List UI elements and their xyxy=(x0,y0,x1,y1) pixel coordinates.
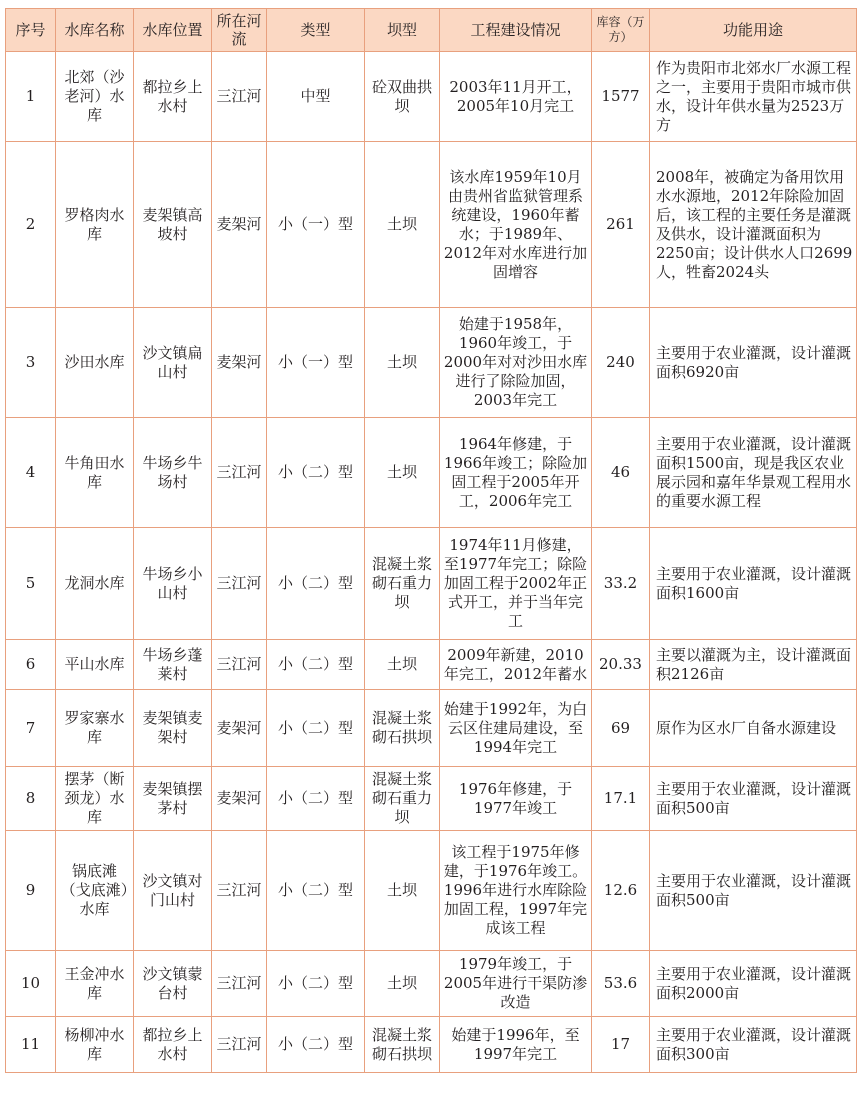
table-row xyxy=(6,951,857,1017)
table-row xyxy=(6,1017,857,1073)
cell-construction: 1974年11月修建，至1977年完工；除险加固工程于2002年正式开工，并于当年完工 xyxy=(440,528,592,640)
cell-function: 主要以灌溉为主，设计灌溉面积2126亩 xyxy=(650,640,857,690)
cell-no: 8 xyxy=(6,767,56,831)
cell-no: 11 xyxy=(6,1017,56,1073)
cell-name: 杨柳冲水库 xyxy=(56,1017,134,1073)
cell-no: 3 xyxy=(6,308,56,418)
cell-dam: 混凝土浆砌石拱坝 xyxy=(365,690,440,767)
cell-location: 麦架镇摆茅村 xyxy=(134,767,212,831)
cell-location: 都拉乡上水村 xyxy=(134,52,212,142)
cell-river: 三江河 xyxy=(212,418,267,528)
table-row xyxy=(6,640,857,690)
table-row xyxy=(6,418,857,528)
cell-construction: 2003年11月开工，2005年10月完工 xyxy=(440,52,592,142)
cell-function: 主要用于农业灌溉，设计灌溉面积500亩 xyxy=(650,767,857,831)
cell-type: 中型 xyxy=(267,52,365,142)
cell-name: 罗格肉水库 xyxy=(56,142,134,308)
cell-dam: 混凝土浆砌石拱坝 xyxy=(365,1017,440,1073)
header-row xyxy=(6,9,857,52)
cell-no: 2 xyxy=(6,142,56,308)
cell-name: 摆茅（断颈龙）水库 xyxy=(56,767,134,831)
reservoir-table xyxy=(5,8,857,1073)
cell-name: 平山水库 xyxy=(56,640,134,690)
table-row xyxy=(6,52,857,142)
cell-location: 牛场乡蓬莱村 xyxy=(134,640,212,690)
cell-name: 锅底滩（戈底滩）水库 xyxy=(56,831,134,951)
cell-no: 9 xyxy=(6,831,56,951)
cell-construction: 该水库1959年10月由贵州省监狱管理系统建设，1960年蓄水；于1989年、2012年对水库进行加固增容 xyxy=(440,142,592,308)
cell-location: 牛场乡小山村 xyxy=(134,528,212,640)
cell-function: 主要用于农业灌溉，设计灌溉面积2000亩 xyxy=(650,951,857,1017)
cell-type: 小（二）型 xyxy=(267,690,365,767)
cell-name: 北郊（沙老河）水库 xyxy=(56,52,134,142)
cell-river: 三江河 xyxy=(212,951,267,1017)
header-name: 水库名称 xyxy=(56,9,134,52)
cell-function: 主要用于农业灌溉，设计灌溉面积1600亩 xyxy=(650,528,857,640)
cell-dam: 混凝土浆砌石重力坝 xyxy=(365,767,440,831)
cell-type: 小（一）型 xyxy=(267,308,365,418)
cell-function: 主要用于农业灌溉，设计灌溉面积500亩 xyxy=(650,831,857,951)
cell-river: 三江河 xyxy=(212,52,267,142)
cell-capacity: 53.6 xyxy=(592,951,650,1017)
cell-dam: 土坝 xyxy=(365,831,440,951)
cell-function: 主要用于农业灌溉，设计灌溉面积6920亩 xyxy=(650,308,857,418)
cell-type: 小（二）型 xyxy=(267,418,365,528)
header-type: 类型 xyxy=(267,9,365,52)
cell-location: 沙文镇蒙台村 xyxy=(134,951,212,1017)
cell-dam: 砼双曲拱坝 xyxy=(365,52,440,142)
cell-construction: 1979年竣工，于2005年进行干渠防渗改造 xyxy=(440,951,592,1017)
cell-river: 麦架河 xyxy=(212,142,267,308)
cell-name: 龙洞水库 xyxy=(56,528,134,640)
cell-dam: 土坝 xyxy=(365,142,440,308)
table-row xyxy=(6,142,857,308)
cell-type: 小（二）型 xyxy=(267,1017,365,1073)
cell-capacity: 1577 xyxy=(592,52,650,142)
cell-function: 主要用于农业灌溉，设计灌溉面积1500亩，现是我区农业展示园和嘉年华景观工程用水的重要水源工程 xyxy=(650,418,857,528)
cell-location: 麦架镇高坡村 xyxy=(134,142,212,308)
cell-construction: 2009年新建，2010年完工，2012年蓄水 xyxy=(440,640,592,690)
cell-function: 主要用于农业灌溉，设计灌溉面积300亩 xyxy=(650,1017,857,1073)
cell-name: 沙田水库 xyxy=(56,308,134,418)
cell-location: 沙文镇对门山村 xyxy=(134,831,212,951)
cell-no: 7 xyxy=(6,690,56,767)
cell-construction: 始建于1996年，至1997年完工 xyxy=(440,1017,592,1073)
cell-construction: 始建于1958年，1960年竣工，于2000年对对沙田水库进行了除险加固，2003年完工 xyxy=(440,308,592,418)
cell-construction: 1964年修建，于1966年竣工；除险加固工程于2005年开工，2006年完工 xyxy=(440,418,592,528)
cell-name: 牛角田水库 xyxy=(56,418,134,528)
cell-name: 王金冲水库 xyxy=(56,951,134,1017)
cell-capacity: 17 xyxy=(592,1017,650,1073)
cell-type: 小（一）型 xyxy=(267,142,365,308)
cell-capacity: 17.1 xyxy=(592,767,650,831)
cell-no: 10 xyxy=(6,951,56,1017)
table-row xyxy=(6,528,857,640)
cell-capacity: 261 xyxy=(592,142,650,308)
cell-type: 小（二）型 xyxy=(267,831,365,951)
cell-river: 三江河 xyxy=(212,1017,267,1073)
table-row xyxy=(6,767,857,831)
cell-capacity: 240 xyxy=(592,308,650,418)
header-river: 所在河流 xyxy=(212,9,267,52)
cell-dam: 土坝 xyxy=(365,308,440,418)
cell-location: 牛场乡牛场村 xyxy=(134,418,212,528)
cell-capacity: 20.33 xyxy=(592,640,650,690)
cell-river: 三江河 xyxy=(212,640,267,690)
cell-dam: 混凝土浆砌石重力坝 xyxy=(365,528,440,640)
header-location: 水库位置 xyxy=(134,9,212,52)
cell-construction: 始建于1992年，为白云区住建局建设，至1994年完工 xyxy=(440,690,592,767)
cell-no: 5 xyxy=(6,528,56,640)
cell-function: 原作为区水厂自备水源建设 xyxy=(650,690,857,767)
cell-construction: 1976年修建，于1977年竣工 xyxy=(440,767,592,831)
cell-function: 2008年，被确定为备用饮用水水源地，2012年除险加固后，该工程的主要任务是灌溉及供水，设计灌溉面积为2250亩；设计供水人口2699人，牲畜2024头 xyxy=(650,142,857,308)
cell-construction: 该工程于1975年修建，于1976年竣工。1996年进行水库除险加固工程，1997年完成该工程 xyxy=(440,831,592,951)
cell-dam: 土坝 xyxy=(365,418,440,528)
header-no: 序号 xyxy=(6,9,56,52)
cell-function: 作为贵阳市北郊水厂水源工程之一，主要用于贵阳市城市供水，设计年供水量为2523万方 xyxy=(650,52,857,142)
cell-river: 三江河 xyxy=(212,831,267,951)
header-capacity: 库容（万方） xyxy=(592,9,650,52)
table-row xyxy=(6,831,857,951)
header-dam: 坝型 xyxy=(365,9,440,52)
table-row xyxy=(6,308,857,418)
header-function: 功能用途 xyxy=(650,9,857,52)
cell-type: 小（二）型 xyxy=(267,767,365,831)
cell-location: 都拉乡上水村 xyxy=(134,1017,212,1073)
cell-dam: 土坝 xyxy=(365,951,440,1017)
cell-capacity: 12.6 xyxy=(592,831,650,951)
cell-river: 麦架河 xyxy=(212,767,267,831)
cell-type: 小（二）型 xyxy=(267,951,365,1017)
cell-location: 沙文镇扁山村 xyxy=(134,308,212,418)
cell-no: 4 xyxy=(6,418,56,528)
cell-type: 小（二）型 xyxy=(267,640,365,690)
cell-no: 6 xyxy=(6,640,56,690)
cell-dam: 土坝 xyxy=(365,640,440,690)
cell-capacity: 46 xyxy=(592,418,650,528)
table-row xyxy=(6,690,857,767)
cell-capacity: 69 xyxy=(592,690,650,767)
cell-river: 麦架河 xyxy=(212,690,267,767)
cell-location: 麦架镇麦架村 xyxy=(134,690,212,767)
cell-no: 1 xyxy=(6,52,56,142)
header-construction: 工程建设情况 xyxy=(440,9,592,52)
cell-capacity: 33.2 xyxy=(592,528,650,640)
cell-name: 罗家寨水库 xyxy=(56,690,134,767)
cell-river: 三江河 xyxy=(212,528,267,640)
cell-river: 麦架河 xyxy=(212,308,267,418)
cell-type: 小（二）型 xyxy=(267,528,365,640)
